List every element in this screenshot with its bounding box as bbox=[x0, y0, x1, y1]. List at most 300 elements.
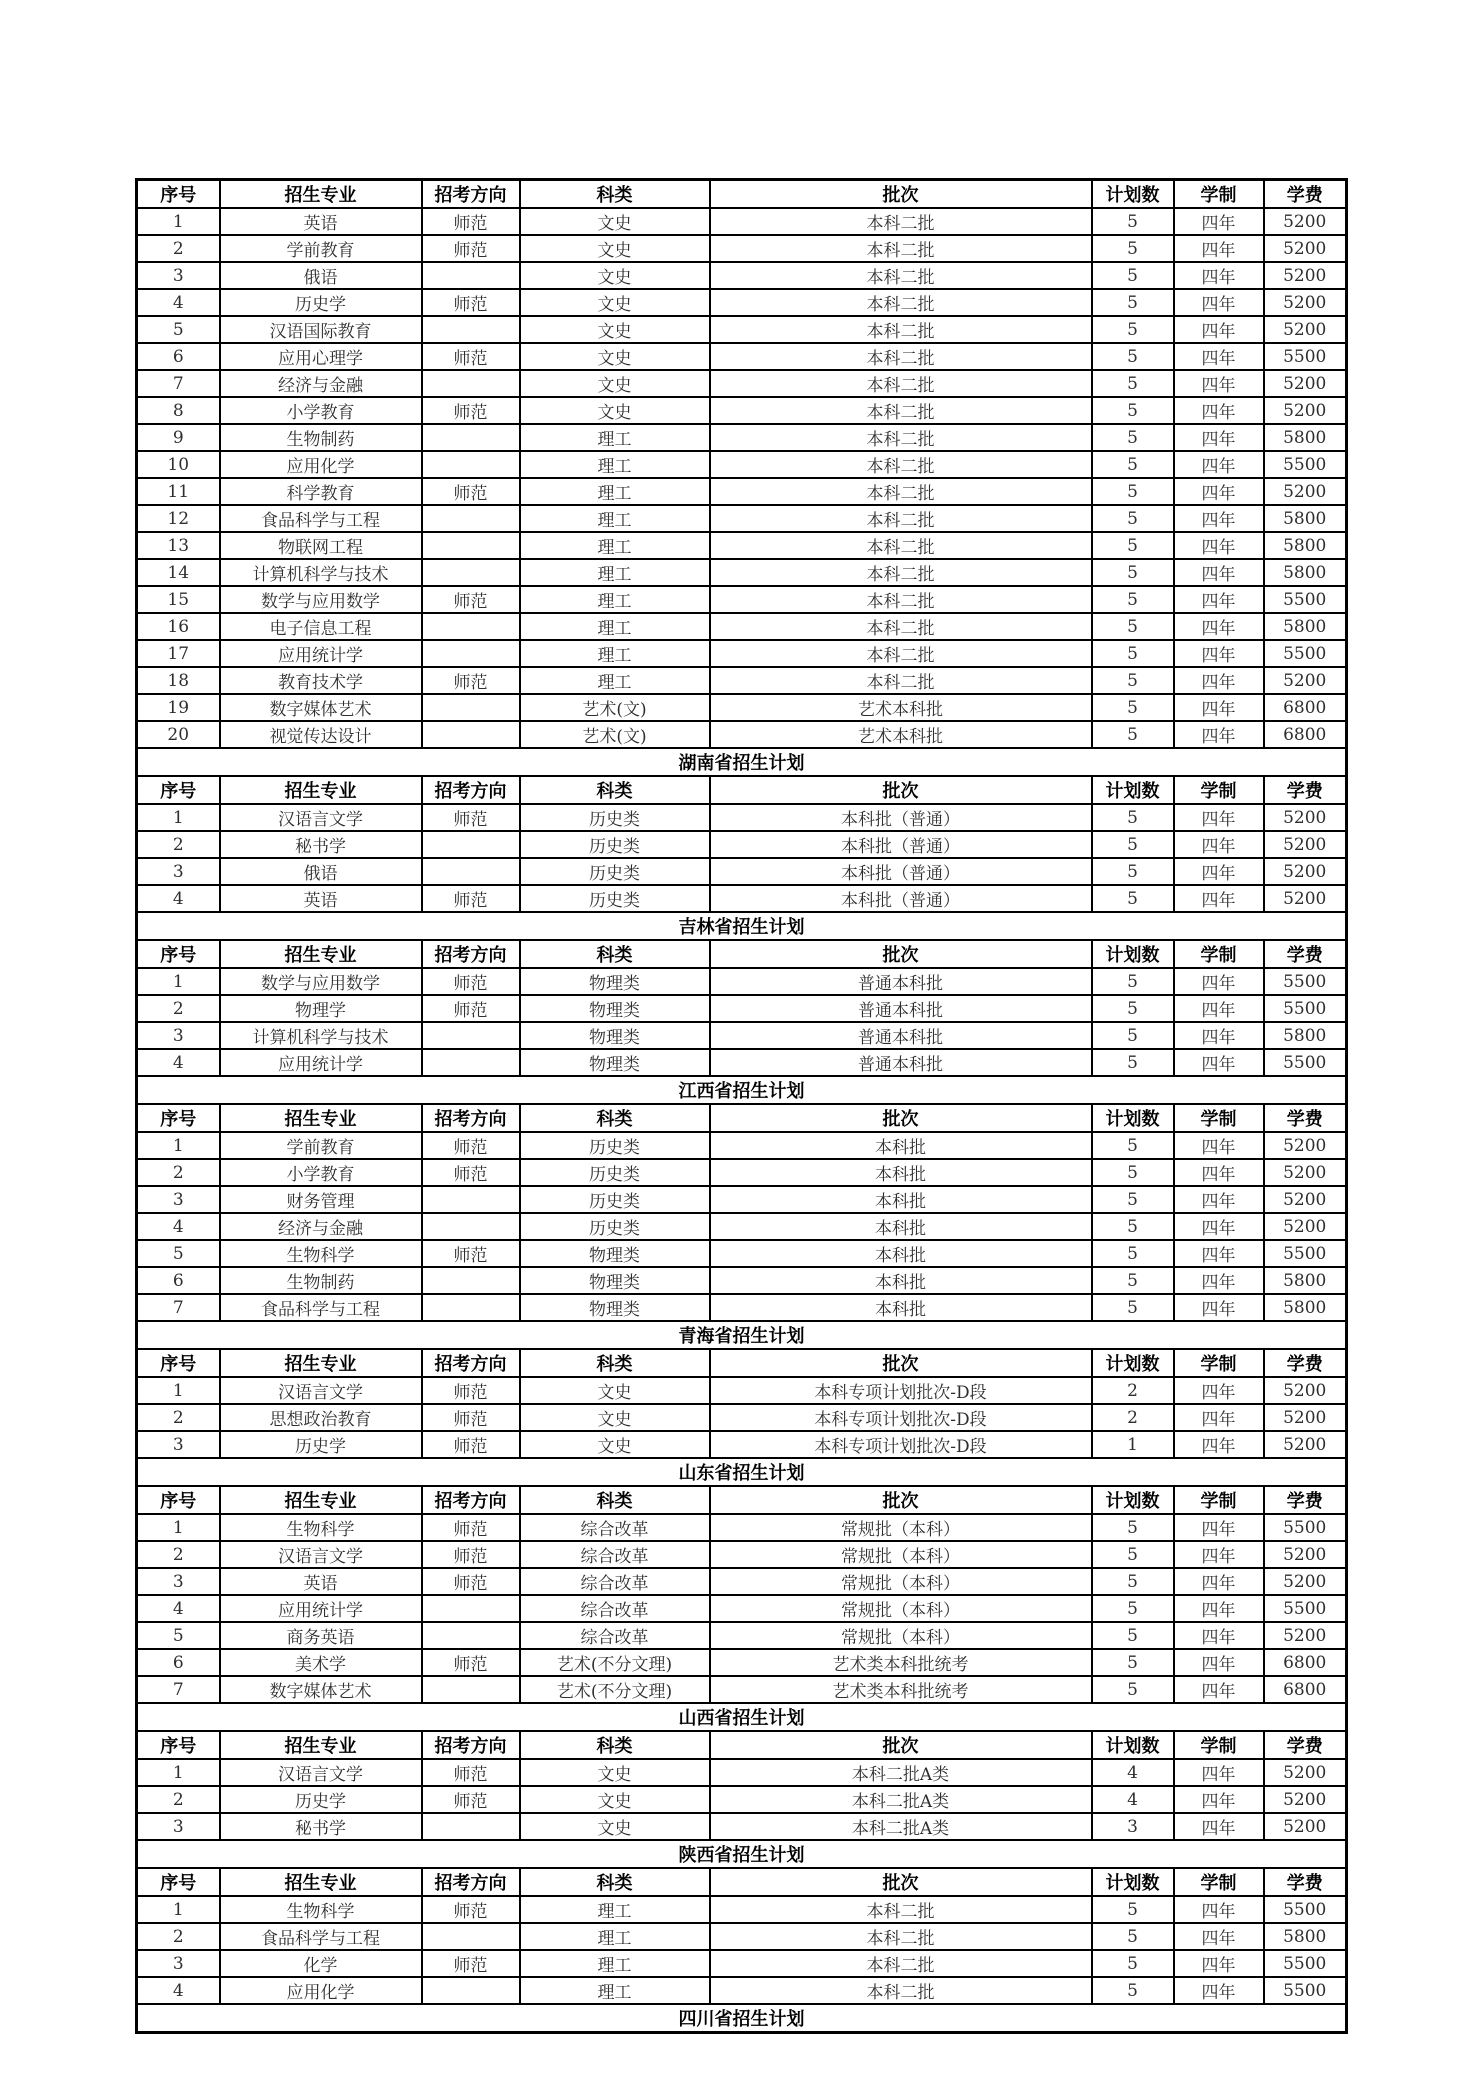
table-cell: 5 bbox=[1092, 1514, 1174, 1541]
table-cell bbox=[422, 1676, 520, 1703]
table-cell: 5 bbox=[1092, 1186, 1174, 1213]
table-cell bbox=[422, 451, 520, 478]
table-cell: 四年 bbox=[1174, 478, 1264, 505]
table-cell: 5 bbox=[1092, 208, 1174, 235]
table-cell: 5 bbox=[1092, 831, 1174, 858]
table-cell: 5800 bbox=[1264, 424, 1347, 451]
table-cell: 英语 bbox=[220, 208, 422, 235]
table-cell: 5 bbox=[1092, 640, 1174, 667]
table-cell: 5 bbox=[1092, 1923, 1174, 1950]
table-cell: 5 bbox=[137, 1622, 220, 1649]
table-cell: 汉语国际教育 bbox=[220, 316, 422, 343]
table-cell: 文史 bbox=[520, 1786, 710, 1813]
table-cell bbox=[422, 858, 520, 885]
table-cell: 师范 bbox=[422, 1431, 520, 1458]
table-cell: 本科二批A类 bbox=[710, 1813, 1092, 1840]
table-cell: 本科专项计划批次-D段 bbox=[710, 1404, 1092, 1431]
table-cell: 2 bbox=[137, 1404, 220, 1431]
table-cell: 5 bbox=[1092, 235, 1174, 262]
table-cell: 5 bbox=[1092, 424, 1174, 451]
table-cell: 物理类 bbox=[520, 968, 710, 995]
table-cell: 本科专项计划批次-D段 bbox=[710, 1377, 1092, 1404]
table-cell: 本科二批 bbox=[710, 343, 1092, 370]
column-header: 学费 bbox=[1264, 940, 1347, 968]
table-cell: 5 bbox=[1092, 1213, 1174, 1240]
table-row bbox=[137, 316, 1347, 343]
table-cell: 3 bbox=[1092, 1813, 1174, 1840]
table-cell bbox=[422, 1186, 520, 1213]
table-cell: 生物科学 bbox=[220, 1514, 422, 1541]
table-cell: 6 bbox=[137, 1649, 220, 1676]
table-row bbox=[137, 1213, 1347, 1240]
table-cell: 师范 bbox=[422, 1759, 520, 1786]
table-row bbox=[137, 235, 1347, 262]
table-cell: 师范 bbox=[422, 667, 520, 694]
table-cell: 5 bbox=[1092, 451, 1174, 478]
table-cell: 汉语言文学 bbox=[220, 1759, 422, 1786]
column-header-row bbox=[137, 776, 1347, 804]
column-header: 批次 bbox=[710, 180, 1092, 209]
table-cell: 2 bbox=[137, 235, 220, 262]
column-header: 学费 bbox=[1264, 776, 1347, 804]
table-cell: 四年 bbox=[1174, 1649, 1264, 1676]
table-cell: 普通本科批 bbox=[710, 1022, 1092, 1049]
table-cell: 数字媒体艺术 bbox=[220, 1676, 422, 1703]
table-cell: 5 bbox=[1092, 995, 1174, 1022]
table-cell: 四年 bbox=[1174, 1813, 1264, 1840]
table-cell: 本科批 bbox=[710, 1267, 1092, 1294]
table-row bbox=[137, 1404, 1347, 1431]
column-header: 序号 bbox=[137, 776, 220, 804]
table-cell: 5200 bbox=[1264, 1377, 1347, 1404]
column-header: 招生专业 bbox=[220, 180, 422, 209]
table-cell: 四年 bbox=[1174, 1159, 1264, 1186]
table-cell: 本科二批 bbox=[710, 289, 1092, 316]
table-cell: 5 bbox=[1092, 316, 1174, 343]
table-cell: 师范 bbox=[422, 1132, 520, 1159]
table-cell: 5200 bbox=[1264, 1213, 1347, 1240]
table-cell: 普通本科批 bbox=[710, 968, 1092, 995]
column-header-row bbox=[137, 180, 1347, 209]
enrollment-plan-table bbox=[135, 178, 1348, 2034]
table-cell: 四年 bbox=[1174, 1213, 1264, 1240]
table-cell: 四年 bbox=[1174, 235, 1264, 262]
table-cell: 5 bbox=[1092, 968, 1174, 995]
column-header: 学制 bbox=[1174, 1731, 1264, 1759]
table-cell: 四年 bbox=[1174, 613, 1264, 640]
table-cell: 艺术本科批 bbox=[710, 694, 1092, 721]
table-cell: 3 bbox=[137, 1431, 220, 1458]
table-cell: 历史学 bbox=[220, 1786, 422, 1813]
table-cell: 秘书学 bbox=[220, 831, 422, 858]
column-header: 学制 bbox=[1174, 1868, 1264, 1896]
table-cell: 6 bbox=[137, 1267, 220, 1294]
table-cell: 5200 bbox=[1264, 1132, 1347, 1159]
table-cell: 历史类 bbox=[520, 804, 710, 831]
table-row bbox=[137, 1759, 1347, 1786]
table-cell: 5500 bbox=[1264, 1950, 1347, 1977]
table-cell: 普通本科批 bbox=[710, 1049, 1092, 1076]
table-cell: 5 bbox=[1092, 1676, 1174, 1703]
table-cell: 历史类 bbox=[520, 1159, 710, 1186]
table-row bbox=[137, 968, 1347, 995]
table-cell: 5200 bbox=[1264, 1786, 1347, 1813]
table-cell bbox=[422, 831, 520, 858]
column-header: 序号 bbox=[137, 180, 220, 209]
table-cell: 四年 bbox=[1174, 1049, 1264, 1076]
table-cell: 1 bbox=[137, 968, 220, 995]
table-cell: 5 bbox=[1092, 343, 1174, 370]
table-cell: 本科二批A类 bbox=[710, 1786, 1092, 1813]
column-header: 招考方向 bbox=[422, 180, 520, 209]
table-cell: 应用心理学 bbox=[220, 343, 422, 370]
table-cell: 常规批（本科） bbox=[710, 1541, 1092, 1568]
table-cell bbox=[422, 424, 520, 451]
table-cell: 历史类 bbox=[520, 858, 710, 885]
table-cell: 师范 bbox=[422, 208, 520, 235]
column-header-row bbox=[137, 1731, 1347, 1759]
table-row bbox=[137, 1649, 1347, 1676]
table-cell: 理工 bbox=[520, 667, 710, 694]
table-cell: 5 bbox=[1092, 586, 1174, 613]
table-cell: 四年 bbox=[1174, 1240, 1264, 1267]
table-cell bbox=[422, 1595, 520, 1622]
table-cell: 师范 bbox=[422, 1786, 520, 1813]
table-cell: 汉语言文学 bbox=[220, 1541, 422, 1568]
table-row bbox=[137, 1049, 1347, 1076]
section-title: 江西省招生计划 bbox=[137, 1076, 1347, 1104]
table-row bbox=[137, 995, 1347, 1022]
table-cell: 5500 bbox=[1264, 995, 1347, 1022]
table-cell: 5 bbox=[1092, 262, 1174, 289]
table-cell: 常规批（本科） bbox=[710, 1595, 1092, 1622]
table-cell: 4 bbox=[137, 1049, 220, 1076]
table-cell: 四年 bbox=[1174, 968, 1264, 995]
table-cell: 5200 bbox=[1264, 1759, 1347, 1786]
column-header: 序号 bbox=[137, 1486, 220, 1514]
table-cell: 6800 bbox=[1264, 1649, 1347, 1676]
column-header: 批次 bbox=[710, 940, 1092, 968]
table-cell: 5 bbox=[137, 1240, 220, 1267]
table-row bbox=[137, 424, 1347, 451]
table-cell: 1 bbox=[137, 1514, 220, 1541]
table-cell: 4 bbox=[1092, 1759, 1174, 1786]
table-cell: 本科二批 bbox=[710, 262, 1092, 289]
column-header: 序号 bbox=[137, 1731, 220, 1759]
table-cell: 5200 bbox=[1264, 397, 1347, 424]
table-cell: 13 bbox=[137, 532, 220, 559]
table-row bbox=[137, 289, 1347, 316]
table-cell: 师范 bbox=[422, 995, 520, 1022]
table-cell: 5 bbox=[1092, 505, 1174, 532]
table-cell: 5500 bbox=[1264, 1595, 1347, 1622]
table-cell: 本科二批 bbox=[710, 532, 1092, 559]
table-cell: 5 bbox=[1092, 1049, 1174, 1076]
table-cell: 本科专项计划批次-D段 bbox=[710, 1431, 1092, 1458]
column-header: 科类 bbox=[520, 940, 710, 968]
table-cell: 四年 bbox=[1174, 1514, 1264, 1541]
column-header: 学费 bbox=[1264, 1104, 1347, 1132]
table-row bbox=[137, 1541, 1347, 1568]
table-cell: 综合改革 bbox=[520, 1622, 710, 1649]
table-cell: 1 bbox=[1092, 1431, 1174, 1458]
column-header: 序号 bbox=[137, 940, 220, 968]
table-row bbox=[137, 208, 1347, 235]
table-row bbox=[137, 586, 1347, 613]
table-cell: 四年 bbox=[1174, 831, 1264, 858]
table-cell: 15 bbox=[137, 586, 220, 613]
table-cell: 理工 bbox=[520, 1923, 710, 1950]
table-cell: 商务英语 bbox=[220, 1622, 422, 1649]
table-cell: 5500 bbox=[1264, 1049, 1347, 1076]
table-cell: 5200 bbox=[1264, 1431, 1347, 1458]
table-cell: 科学教育 bbox=[220, 478, 422, 505]
table-cell bbox=[422, 532, 520, 559]
table-cell bbox=[422, 640, 520, 667]
table-cell: 食品科学与工程 bbox=[220, 1923, 422, 1950]
table-cell bbox=[422, 1049, 520, 1076]
table-cell: 四年 bbox=[1174, 640, 1264, 667]
table-row bbox=[137, 613, 1347, 640]
table-cell: 理工 bbox=[520, 532, 710, 559]
table-cell: 5 bbox=[1092, 804, 1174, 831]
table-cell: 2 bbox=[137, 1541, 220, 1568]
table-cell: 11 bbox=[137, 478, 220, 505]
table-cell: 思想政治教育 bbox=[220, 1404, 422, 1431]
table-row bbox=[137, 885, 1347, 912]
table-cell: 四年 bbox=[1174, 1294, 1264, 1321]
table-cell: 应用统计学 bbox=[220, 1595, 422, 1622]
table-cell: 历史类 bbox=[520, 1132, 710, 1159]
table-cell bbox=[422, 1923, 520, 1950]
table-cell: 5 bbox=[1092, 1022, 1174, 1049]
table-cell: 艺术(文) bbox=[520, 694, 710, 721]
table-cell: 9 bbox=[137, 424, 220, 451]
table-cell: 1 bbox=[137, 208, 220, 235]
table-cell: 5200 bbox=[1264, 262, 1347, 289]
table-cell: 本科二批A类 bbox=[710, 1759, 1092, 1786]
table-cell: 5200 bbox=[1264, 316, 1347, 343]
table-cell: 师范 bbox=[422, 885, 520, 912]
table-cell: 5 bbox=[1092, 478, 1174, 505]
table-cell: 文史 bbox=[520, 343, 710, 370]
table-cell: 5200 bbox=[1264, 1404, 1347, 1431]
table-cell: 俄语 bbox=[220, 262, 422, 289]
table-cell: 5800 bbox=[1264, 1267, 1347, 1294]
table-cell: 本科二批 bbox=[710, 559, 1092, 586]
table-cell: 应用统计学 bbox=[220, 1049, 422, 1076]
table-cell: 6800 bbox=[1264, 721, 1347, 748]
column-header: 学费 bbox=[1264, 1486, 1347, 1514]
table-row bbox=[137, 1977, 1347, 2004]
table-cell: 数学与应用数学 bbox=[220, 968, 422, 995]
table-cell: 教育技术学 bbox=[220, 667, 422, 694]
table-cell: 师范 bbox=[422, 1568, 520, 1595]
table-cell: 5 bbox=[1092, 1622, 1174, 1649]
table-cell: 艺术(不分文理) bbox=[520, 1676, 710, 1703]
column-header: 计划数 bbox=[1092, 1731, 1174, 1759]
table-cell bbox=[422, 613, 520, 640]
table-cell: 本科批（普通） bbox=[710, 804, 1092, 831]
table-cell: 5200 bbox=[1264, 478, 1347, 505]
table-cell: 5200 bbox=[1264, 1622, 1347, 1649]
section-title-row bbox=[137, 912, 1347, 940]
table-cell: 四年 bbox=[1174, 804, 1264, 831]
table-cell: 本科二批 bbox=[710, 640, 1092, 667]
table-cell: 本科二批 bbox=[710, 1923, 1092, 1950]
table-cell: 理工 bbox=[520, 451, 710, 478]
table-cell: 经济与金融 bbox=[220, 370, 422, 397]
table-cell: 美术学 bbox=[220, 1649, 422, 1676]
table-cell: 本科二批 bbox=[710, 1950, 1092, 1977]
table-cell: 5500 bbox=[1264, 586, 1347, 613]
table-cell: 艺术类本科批统考 bbox=[710, 1676, 1092, 1703]
table-cell: 2 bbox=[137, 1159, 220, 1186]
section-title: 吉林省招生计划 bbox=[137, 912, 1347, 940]
table-cell: 5 bbox=[1092, 858, 1174, 885]
table-cell: 师范 bbox=[422, 397, 520, 424]
table-row bbox=[137, 1923, 1347, 1950]
table-cell: 历史类 bbox=[520, 1186, 710, 1213]
table-cell: 1 bbox=[137, 1377, 220, 1404]
table-cell: 计算机科学与技术 bbox=[220, 559, 422, 586]
table-row bbox=[137, 1514, 1347, 1541]
table-cell: 物理类 bbox=[520, 1267, 710, 1294]
table-cell: 5 bbox=[1092, 1267, 1174, 1294]
table-cell: 四年 bbox=[1174, 505, 1264, 532]
table-cell: 本科批 bbox=[710, 1186, 1092, 1213]
table-cell: 5200 bbox=[1264, 1568, 1347, 1595]
table-cell: 汉语言文学 bbox=[220, 804, 422, 831]
column-header-row bbox=[137, 1104, 1347, 1132]
table-cell: 5800 bbox=[1264, 559, 1347, 586]
table-cell: 2 bbox=[137, 1923, 220, 1950]
table-cell: 师范 bbox=[422, 804, 520, 831]
table-cell: 四年 bbox=[1174, 1622, 1264, 1649]
table-cell: 秘书学 bbox=[220, 1813, 422, 1840]
table-cell: 5200 bbox=[1264, 1159, 1347, 1186]
table-cell: 英语 bbox=[220, 1568, 422, 1595]
table-cell: 四年 bbox=[1174, 1759, 1264, 1786]
table-cell: 师范 bbox=[422, 343, 520, 370]
table-cell: 学前教育 bbox=[220, 235, 422, 262]
table-row bbox=[137, 640, 1347, 667]
table-cell: 5500 bbox=[1264, 640, 1347, 667]
column-header: 序号 bbox=[137, 1104, 220, 1132]
table-row bbox=[137, 1950, 1347, 1977]
column-header: 科类 bbox=[520, 776, 710, 804]
table-row bbox=[137, 1676, 1347, 1703]
column-header: 批次 bbox=[710, 1349, 1092, 1377]
table-body bbox=[137, 180, 1347, 2033]
table-cell: 5 bbox=[1092, 1240, 1174, 1267]
table-cell: 历史类 bbox=[520, 831, 710, 858]
table-cell: 4 bbox=[137, 289, 220, 316]
table-cell: 理工 bbox=[520, 559, 710, 586]
table-cell: 5800 bbox=[1264, 613, 1347, 640]
table-cell: 四年 bbox=[1174, 424, 1264, 451]
table-cell: 5 bbox=[1092, 1159, 1174, 1186]
table-row bbox=[137, 831, 1347, 858]
column-header: 科类 bbox=[520, 1731, 710, 1759]
table-cell: 5 bbox=[1092, 1294, 1174, 1321]
table-cell bbox=[422, 1977, 520, 2004]
column-header: 科类 bbox=[520, 1349, 710, 1377]
table-cell: 5 bbox=[1092, 1649, 1174, 1676]
table-cell bbox=[422, 559, 520, 586]
table-cell: 四年 bbox=[1174, 1923, 1264, 1950]
table-cell: 5 bbox=[1092, 1950, 1174, 1977]
table-cell: 本科批 bbox=[710, 1213, 1092, 1240]
table-cell: 理工 bbox=[520, 505, 710, 532]
table-cell: 2 bbox=[137, 995, 220, 1022]
table-cell: 19 bbox=[137, 694, 220, 721]
table-cell: 6800 bbox=[1264, 1676, 1347, 1703]
column-header: 计划数 bbox=[1092, 1349, 1174, 1377]
table-cell: 文史 bbox=[520, 1431, 710, 1458]
table-cell: 5500 bbox=[1264, 968, 1347, 995]
table-cell: 7 bbox=[137, 370, 220, 397]
table-cell: 数字媒体艺术 bbox=[220, 694, 422, 721]
table-cell: 生物制药 bbox=[220, 424, 422, 451]
table-cell: 4 bbox=[1092, 1786, 1174, 1813]
column-header: 批次 bbox=[710, 1486, 1092, 1514]
table-cell: 3 bbox=[137, 1950, 220, 1977]
section-title: 湖南省招生计划 bbox=[137, 748, 1347, 776]
table-cell: 5 bbox=[1092, 370, 1174, 397]
table-cell: 四年 bbox=[1174, 995, 1264, 1022]
column-header: 学费 bbox=[1264, 1349, 1347, 1377]
table-cell: 5200 bbox=[1264, 858, 1347, 885]
table-cell: 文史 bbox=[520, 1759, 710, 1786]
table-cell: 物理学 bbox=[220, 995, 422, 1022]
table-cell: 3 bbox=[137, 262, 220, 289]
column-header: 批次 bbox=[710, 1104, 1092, 1132]
table-cell: 文史 bbox=[520, 1404, 710, 1431]
table-row bbox=[137, 451, 1347, 478]
table-cell: 5 bbox=[1092, 397, 1174, 424]
table-cell: 本科批 bbox=[710, 1159, 1092, 1186]
table-cell: 师范 bbox=[422, 1896, 520, 1923]
section-title: 陕西省招生计划 bbox=[137, 1840, 1347, 1868]
table-cell: 本科二批 bbox=[710, 1896, 1092, 1923]
column-header: 招生专业 bbox=[220, 776, 422, 804]
table-cell: 师范 bbox=[422, 1541, 520, 1568]
table-cell: 化学 bbox=[220, 1950, 422, 1977]
table-cell: 四年 bbox=[1174, 343, 1264, 370]
table-cell bbox=[422, 1294, 520, 1321]
table-cell bbox=[422, 721, 520, 748]
column-header: 招生专业 bbox=[220, 1104, 422, 1132]
table-cell: 5200 bbox=[1264, 208, 1347, 235]
table-cell: 4 bbox=[137, 1595, 220, 1622]
table-cell: 数学与应用数学 bbox=[220, 586, 422, 613]
table-cell: 师范 bbox=[422, 289, 520, 316]
table-cell: 物理类 bbox=[520, 1240, 710, 1267]
table-cell: 文史 bbox=[520, 316, 710, 343]
table-cell: 四年 bbox=[1174, 1186, 1264, 1213]
table-cell: 文史 bbox=[520, 1377, 710, 1404]
table-cell: 理工 bbox=[520, 1977, 710, 2004]
table-cell: 18 bbox=[137, 667, 220, 694]
table-cell: 小学教育 bbox=[220, 1159, 422, 1186]
table-cell: 四年 bbox=[1174, 1132, 1264, 1159]
table-row bbox=[137, 559, 1347, 586]
table-cell: 师范 bbox=[422, 1514, 520, 1541]
table-cell: 5200 bbox=[1264, 289, 1347, 316]
table-cell: 历史学 bbox=[220, 1431, 422, 1458]
table-cell: 本科二批 bbox=[710, 586, 1092, 613]
